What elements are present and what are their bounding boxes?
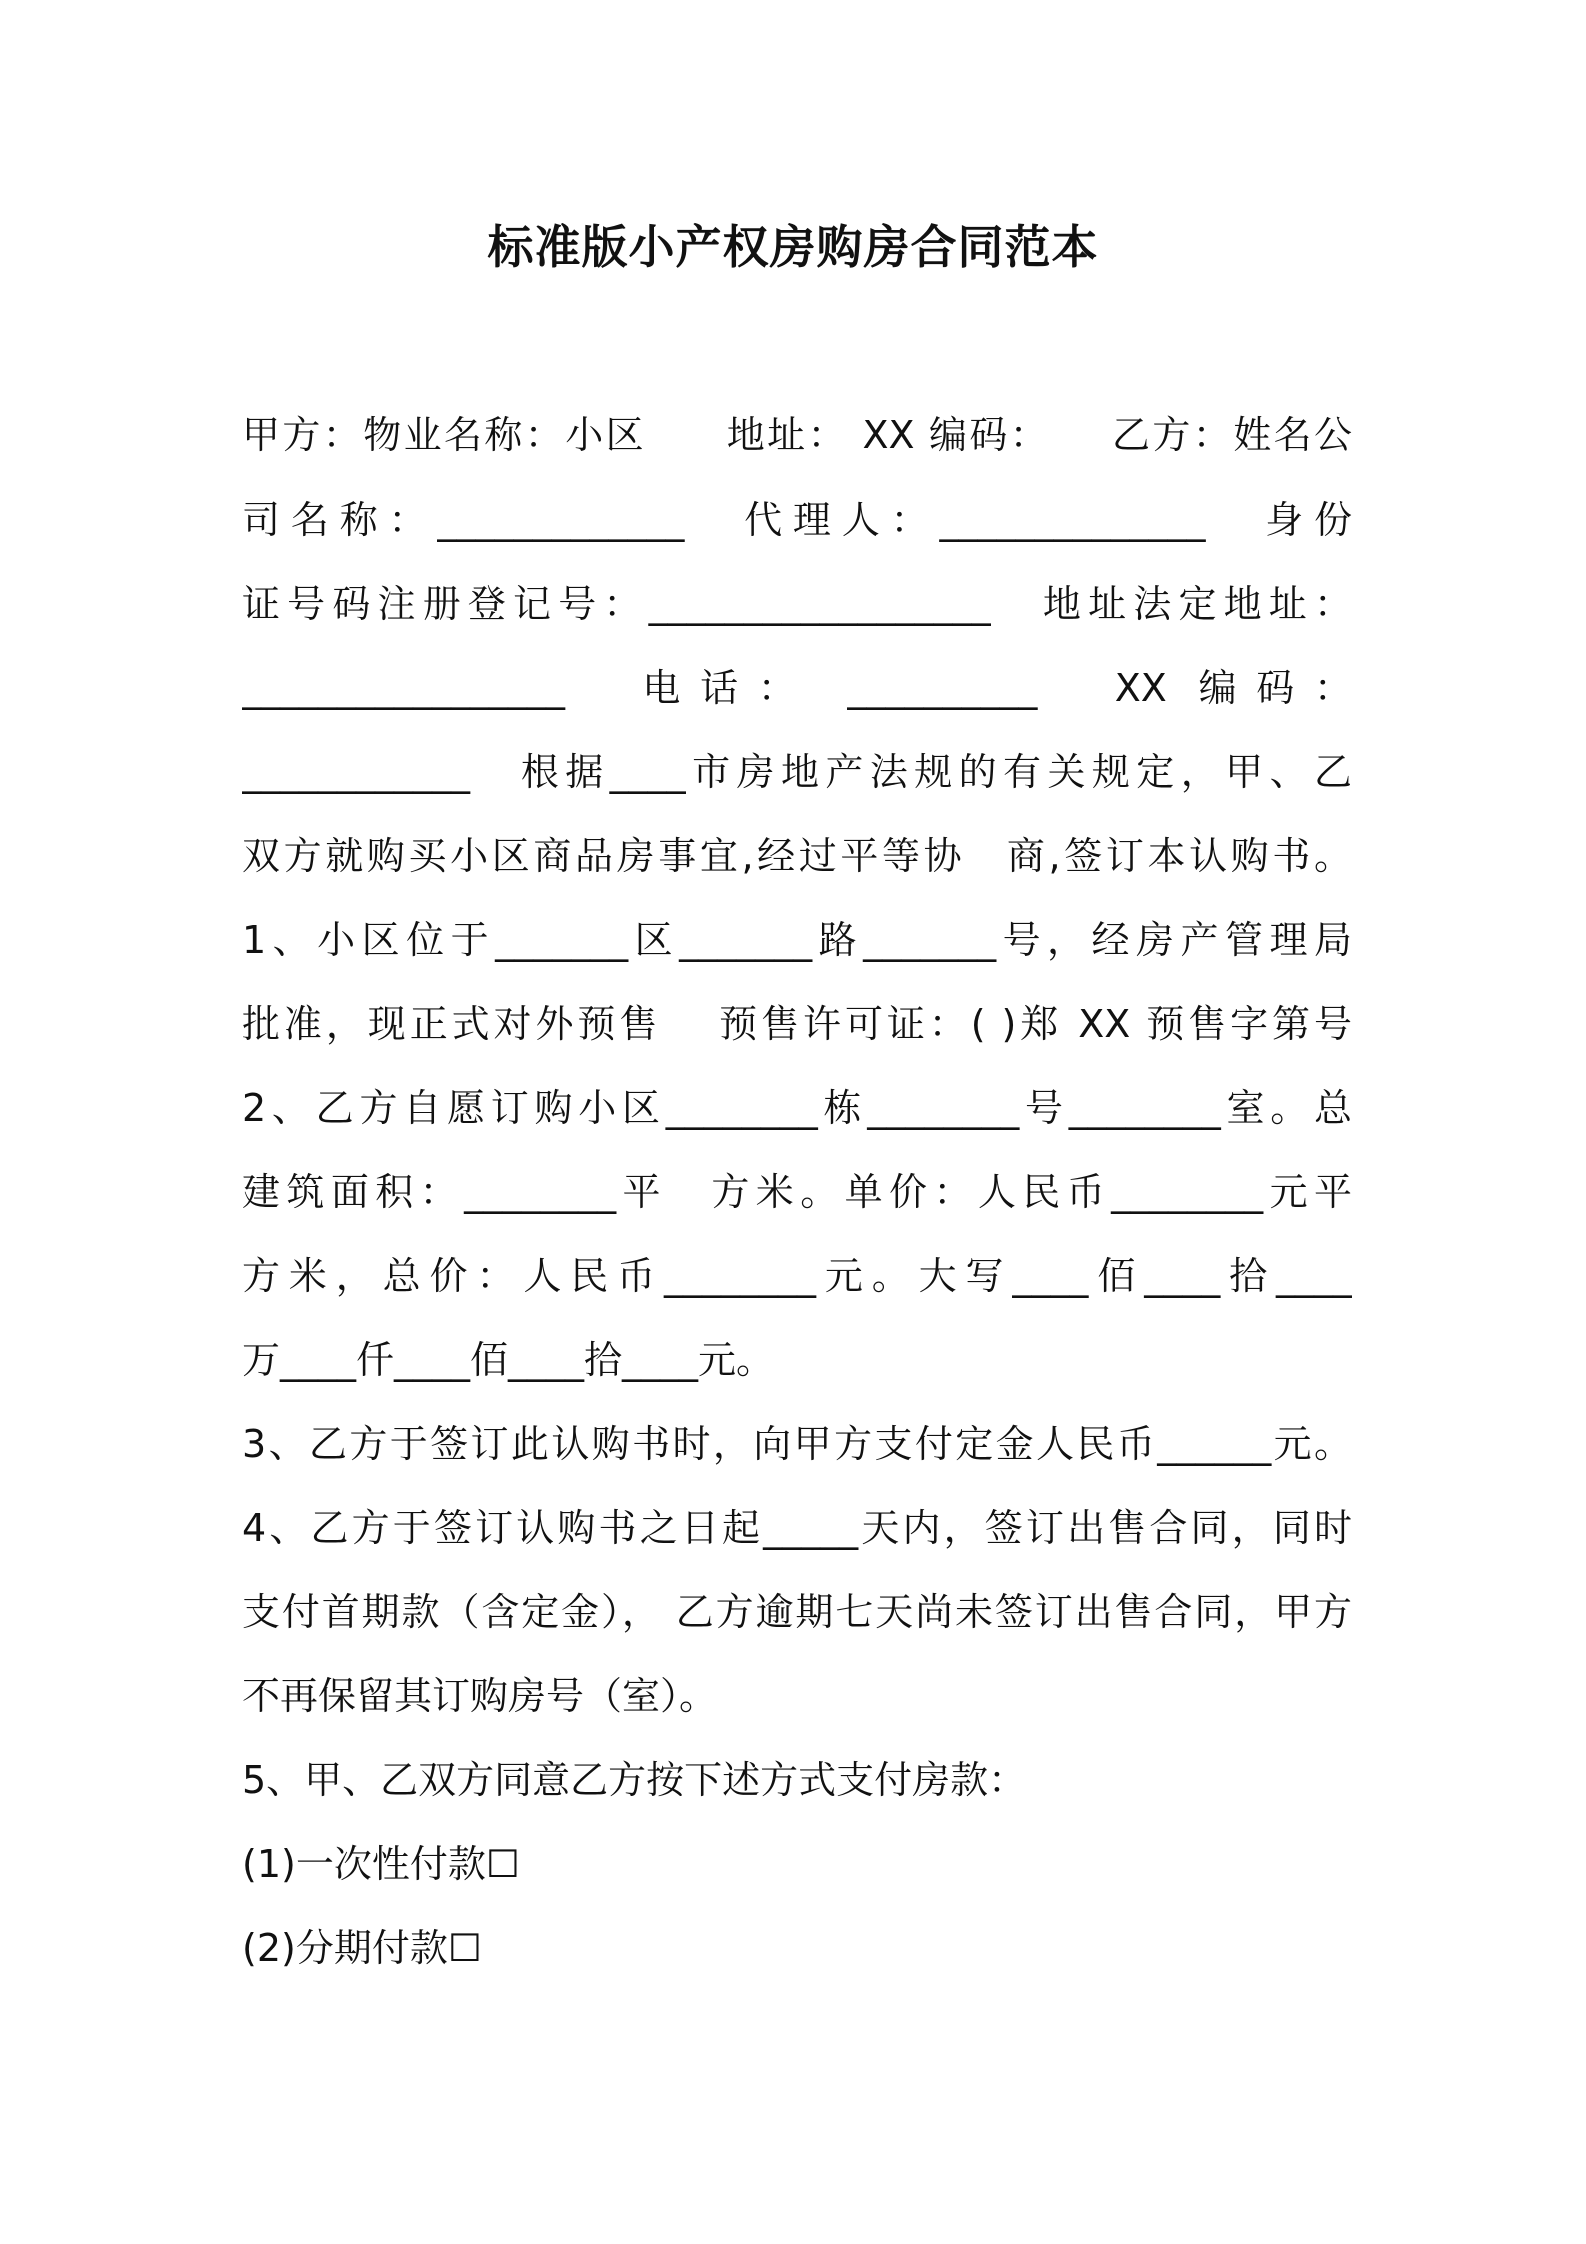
text-line: 甲方：物业名称：小区 地址： XX 编码： 乙方：姓名公 — [242, 413, 1352, 457]
text-line: 司名称：_____________ 代理人：______________ 身份 — [242, 498, 1352, 542]
text-line: 1、小区位于_______区_______路_______号，经房产管理局 — [242, 918, 1352, 962]
text-line: 4、乙方于签订认购书之日起_____天内，签订出售合同，同时 — [242, 1506, 1352, 1550]
text-line: (2)分期付款☐ — [242, 1926, 482, 1970]
document-title: 标准版小产权房购房合同范本 — [487, 220, 1099, 274]
text-line: 不再保留其订购房号（室）。 — [242, 1674, 718, 1718]
text-line: 3、乙方于签订此认购书时，向甲方支付定金人民币______元。 — [242, 1422, 1352, 1466]
text-line: _________________ 电话： __________ XX 编码： — [242, 666, 1352, 710]
text-line: 建筑面积：________平 方米。单价：人民币________元平 — [242, 1170, 1352, 1214]
text-line: 双方就购买小区商品房事宜,经过平等协 商,签订本认购书。 — [242, 834, 1352, 878]
text-line: 2、乙方自愿订购小区________栋________号________室。总 — [242, 1086, 1352, 1130]
text-line: 5、甲、乙双方同意乙方按下述方式支付房款： — [242, 1758, 1027, 1802]
text-line: 支付首期款（含定金）， 乙方逾期七天尚未签订出售合同，甲方 — [242, 1590, 1352, 1634]
text-line: 方米，总价：人民币________元。大写____佰____拾____ — [242, 1254, 1352, 1298]
text-line: (1)一次性付款☐ — [242, 1842, 520, 1886]
text-line: 证号码注册登记号：__________________ 地址法定地址： — [242, 582, 1352, 626]
text-line: 万____仟____佰____拾____元。 — [242, 1338, 775, 1382]
text-line: ____________ 根据____市房地产法规的有关规定，甲、乙 — [242, 750, 1352, 794]
text-line: 批准，现正式对外预售 预售许可证：( )郑 XX 预售字第号 — [242, 1002, 1352, 1046]
